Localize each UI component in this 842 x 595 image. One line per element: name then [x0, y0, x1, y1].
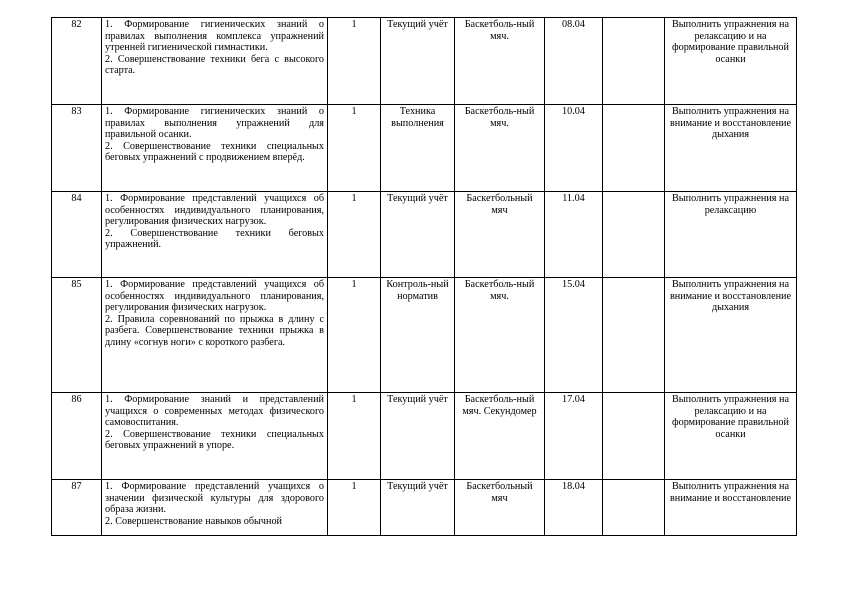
control-type: Текущий учёт [381, 192, 455, 278]
topic-line: 2. Правила соревнований по прыжка в длину с разбега. Совершенствование техники прыжка в длину «согнув ноги» с короткого разбега. [105, 313, 324, 348]
lesson-plan-table [51, 17, 797, 536]
lesson-number: 85 [52, 278, 102, 393]
topic-line: 2. Совершенствование техники бега с высокого старта. [105, 53, 324, 77]
homework: Выполнить упражнения на релаксацию и на формирование правильной осанки [665, 18, 797, 105]
lesson-date: 11.04 [545, 192, 603, 278]
control-type: Текущий учёт [381, 18, 455, 105]
lesson-hours: 1 [328, 18, 381, 105]
lesson-number: 82 [52, 18, 102, 105]
table-row [52, 105, 797, 192]
equipment: Баскетбольный мяч [455, 192, 545, 278]
table-row [52, 393, 797, 480]
lesson-topic [102, 105, 328, 192]
empty-cell [603, 105, 665, 192]
equipment: Баскетболь-ный мяч. [455, 18, 545, 105]
lesson-hours: 1 [328, 480, 381, 536]
topic-line: 1. Формирование гигиенических знаний о правилах выполнения комплекса упражнений утренней гигиенической гимнастики. [105, 19, 324, 54]
table-row [52, 480, 797, 536]
control-type: Текущий учёт [381, 393, 455, 480]
equipment: Баскетболь-ный мяч. Секундомер [455, 393, 545, 480]
topic-line: 2. Совершенствование техники специальных беговых упражнений в упоре. [105, 428, 324, 452]
lesson-date: 10.04 [545, 105, 603, 192]
equipment: Баскетболь-ный мяч. [455, 105, 545, 192]
empty-cell [603, 480, 665, 536]
lesson-number: 83 [52, 105, 102, 192]
empty-cell [603, 278, 665, 393]
control-type: Текущий учёт [381, 480, 455, 536]
homework: Выполнить упражнения на внимание и восстановление дыхания [665, 105, 797, 192]
homework: Выполнить упражнения на внимание и восстановление дыхания [665, 278, 797, 393]
topic-line: 1. Формирование знаний и представлений учащихся о современных методах физического самовоспитания. [105, 394, 324, 429]
table-row [52, 18, 797, 105]
topic-line: 2. Совершенствование техники беговых упражнений. [105, 227, 324, 251]
control-type: Техника выполнения [381, 105, 455, 192]
homework: Выполнить упражнения на внимание и восстановление [665, 480, 797, 536]
lesson-date: 15.04 [545, 278, 603, 393]
table-row [52, 192, 797, 278]
topic-line: 1. Формирование представлений учащихся о значении физической культуры для здорового образа жизни. [105, 481, 324, 516]
lesson-topic [102, 192, 328, 278]
control-type: Контроль-ный норматив [381, 278, 455, 393]
lesson-date: 17.04 [545, 393, 603, 480]
homework: Выполнить упражнения на релаксацию [665, 192, 797, 278]
lesson-number: 84 [52, 192, 102, 278]
empty-cell [603, 18, 665, 105]
lesson-topic [102, 393, 328, 480]
lesson-hours: 1 [328, 278, 381, 393]
topic-line: 2. Совершенствование техники специальных беговых упражнений с продвижением вперёд. [105, 140, 324, 164]
topic-line: 1. Формирование гигиенических знаний о правилах выполнения упражнений для правильной осанки. [105, 106, 324, 141]
lesson-topic [102, 18, 328, 105]
equipment: Баскетбольный мяч [455, 480, 545, 536]
equipment: Баскетболь-ный мяч. [455, 278, 545, 393]
topic-line: 1. Формирование представлений учащихся об особенностях индивидуального планирования, регулирования физических нагрузок. [105, 193, 324, 228]
empty-cell [603, 393, 665, 480]
topic-line: 2. Совершенствование навыков обычной [105, 515, 282, 527]
lesson-hours: 1 [328, 192, 381, 278]
lesson-date: 18.04 [545, 480, 603, 536]
table-row [52, 278, 797, 393]
lesson-topic [102, 480, 328, 536]
lesson-number: 86 [52, 393, 102, 480]
lesson-number: 87 [52, 480, 102, 536]
lesson-hours: 1 [328, 105, 381, 192]
homework: Выполнить упражнения на релаксацию и на формирование правильной осанки [665, 393, 797, 480]
topic-line: 1. Формирование представлений учащихся об особенностях индивидуального планирования, регулирования физических нагрузок. [105, 279, 324, 314]
empty-cell [603, 192, 665, 278]
lesson-date: 08.04 [545, 18, 603, 105]
lesson-hours: 1 [328, 393, 381, 480]
lesson-topic [102, 278, 328, 393]
